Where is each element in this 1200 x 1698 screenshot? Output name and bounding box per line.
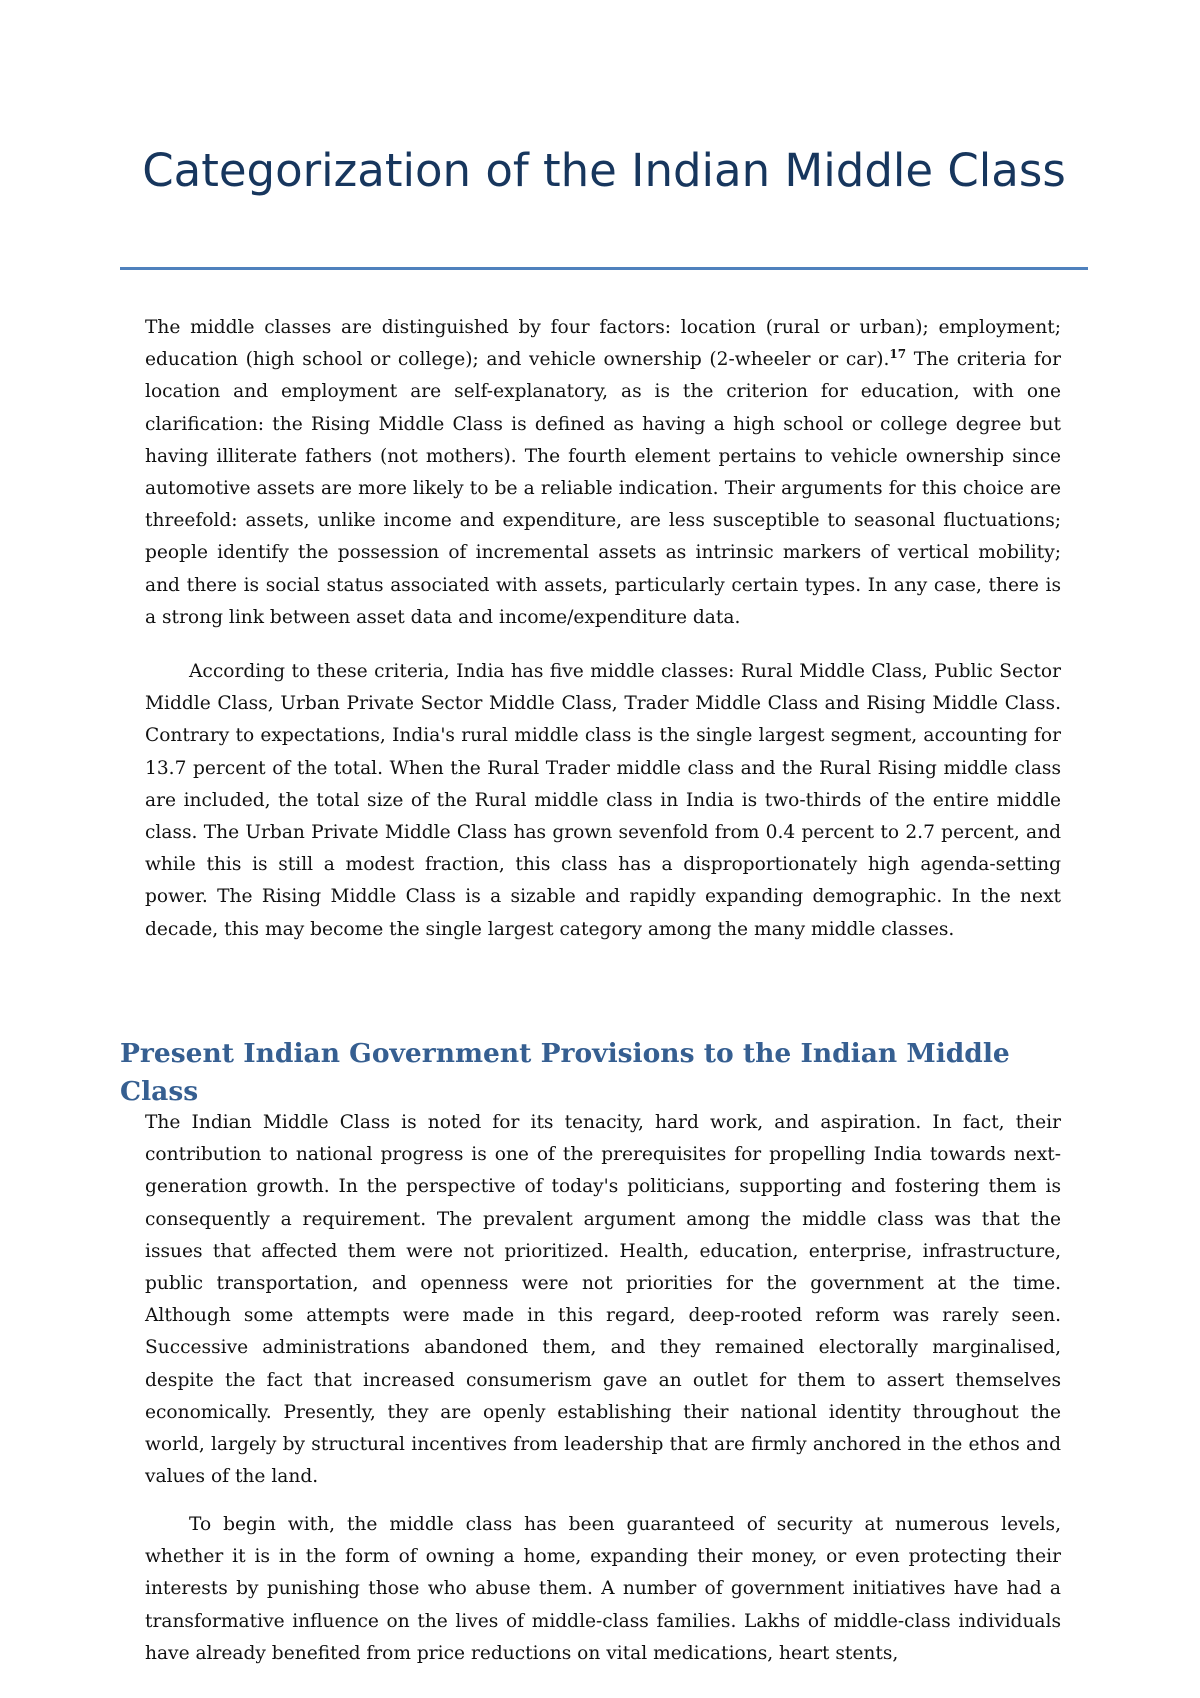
paragraph-government-initiatives: To begin with, the middle class has been guaranteed of security at numerous levels, whether it is in the form of owning a home, expanding their money, or even protecting their interests by punishing those who abuse them. A number of government initiatives have had a transformative influence on the lives of middle-class families. Lakhs of middle-class individuals have already benefited from price reductions on vital medications, heart stents, xyxy=(145,1514,1061,1664)
paragraph-five-classes: According to these criteria, India has five middle classes: Rural Middle Class, Public Sector Middle Class, Urban Private Sector Middle Class, Trader Middle Class and Rising Middle Class. Contrary to expectations, India's rural middle class is the single largest segment, accounting for 13.7 percent of the total. When the Rural Trader middle class and the Rural Rising middle class are included, the total size of the Rural middle class in India is two-thirds of the entire middle class. The Urban Private Middle Class has grown sevenfold from 0.4 percent to 2.7 percent, and while this is still a modest fraction, this class has a disproportionately high agenda-setting power. The Rising Middle Class is a sizable and rapidly expanding demographic. In the next decade, this may become the single largest category among the many middle classes. xyxy=(145,661,1061,940)
paragraph-text: The middle classes are distinguished by four factors: location (rural or urban); employment; education (high school or college); and vehicle ownership (2-wheeler or car). xyxy=(145,317,1061,371)
section-heading: Present Indian Government Provisions to the Indian Middle Class xyxy=(120,1038,1010,1107)
paragraph-criteria xyxy=(145,312,1061,634)
footnote-marker: 17 xyxy=(889,347,907,362)
document-title: Categorization of the Indian Middle Class xyxy=(142,144,1066,197)
title-divider xyxy=(120,267,1088,270)
paragraph-middle-class-traits: The Indian Middle Class is noted for its tenacity, hard work, and aspiration. In fact, their contribution to national progress is one of the prerequisites for propelling India towards next-generation growth. In the perspective of today's politicians, supporting and fostering them is consequently a requirement. The prevalent argument among the middle class was that the issues that affected them were not prioritized. Health, education, enterprise, infrastructure, public transportation, and openness were not priorities for the government at the time. Although some attempts were made in this regard, deep-rooted reform was rarely seen. Successive administrations abandoned them, and they remained electorally marginalised, despite the fact that increased consumerism gave an outlet for them to assert themselves economically. Presently, they are openly establishing their national identity throughout the world, largely by structural incentives from leadership that are firmly anchored in the ethos and values of the land. xyxy=(145,1112,1061,1488)
paragraph-text: The criteria for location and employment are self-explanatory, as is the criterion for education, with one clarification: the Rising Middle Class is defined as having a high school or college degree but having illiterate fathers (not mothers). The fourth element pertains to vehicle ownership since automotive assets are more likely to be a reliable indication. Their arguments for this choice are threefold: assets, unlike income and expenditure, are less susceptible to seasonal fluctuations; people identify the possession of incremental assets as intrinsic markers of vertical mobility; and there is social status associated with assets, particularly certain types. In any case, there is a strong link between asset data and income/expenditure data. xyxy=(145,349,1061,628)
